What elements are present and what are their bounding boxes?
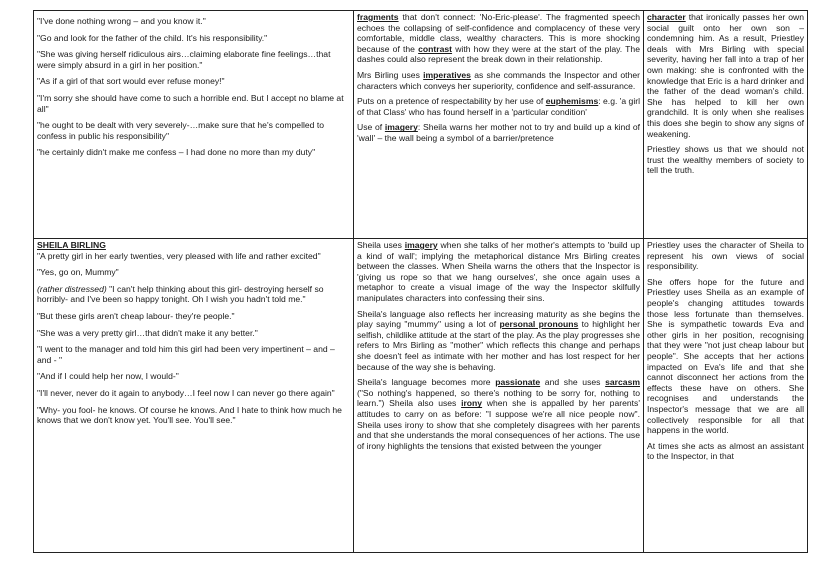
text: that don't connect: 'No-Eric-please'. The fragmented speech echoes the collapsing of self-confidence and complacency of these very comfortable, middle class, wealthy characters. This is more shocking because of the [357, 12, 640, 54]
keyword: imagery [404, 240, 438, 250]
text: Sheila uses [357, 240, 405, 250]
sheila-row [34, 239, 808, 553]
context-paragraph [647, 12, 804, 139]
quote: "Yes, go on, Mummy" [37, 267, 119, 278]
analysis-cell [354, 11, 644, 239]
text: ("So nothing's happened, so there's nothing to be sorry for, nothing to learn.") Sheila also uses [357, 387, 640, 409]
text: when she talks of her mother's attempts to 'build up a kind of wall'; implying the metaphorical distance Mrs Birling creates between the classes. When Sheila warns the others that the Inspector is 'giving us rope so that we hang ourselves', she once again uses a metaphor to create a visual image of the way the Inspector skilfully manipulates characters into confessing their sins. [357, 240, 640, 303]
analysis-paragraph [357, 70, 640, 91]
keyword: imagery [384, 122, 418, 133]
text: Sheila's language becomes more [357, 377, 496, 388]
context-paragraph: Priestley shows us that we should not trust the wealthy members of society to tell the truth. [647, 144, 804, 176]
analysis-paragraph [357, 96, 640, 117]
quote: "I went to the manager and told him this girl had been very impertinent – and – and - " [37, 344, 335, 365]
mrs-birling-row [34, 11, 808, 239]
keyword: sarcasm [605, 377, 640, 388]
quote: "But these girls aren't cheap labour- they're people." [37, 310, 235, 321]
quote: "She was a very pretty girl…that didn't make it any better." [37, 327, 258, 338]
quote: "I've done nothing wrong – and you know it." [37, 16, 206, 26]
context-paragraph: She offers hope for the future and Priestley uses Sheila as an example of people's changing attitudes towards those less fortunate than themselves. She is sympathetic towards Eva and other girls in her position, recognising that they were "not just cheap labour but people". She accepts that her actions impacted on Eva's life and that she cannot disconnect her actions from the effects these have on others. She recognises and understands the Inspector's message that we are all collectively responsible for all that happens in the world. [647, 276, 804, 436]
text: that ironically passes her own social guilt onto her own son – condemning him. As a result, Priestley deals with Mrs Birling with special severity, having her fall into a trap of her own making: she is confronted with the knowledge that Eric is a hard drinker and the father of the dead woman's child. She has helped to kill her own grandchild. It is only when she realises this does she begin to show any signs of weakening. [647, 12, 804, 139]
keyword: euphemisms [545, 96, 599, 107]
quote: "A pretty girl in her early twenties, very pleased with life and rather excited" [37, 250, 321, 261]
keyword: character [647, 12, 686, 22]
text: with how they were at the start of the play. The dashes could also represent the break down in their relationship. [357, 43, 640, 65]
quote: "And if I could help her now, I would-" [37, 371, 179, 382]
analysis-cell [354, 239, 644, 553]
keyword: irony [461, 398, 483, 409]
text: Use of [357, 122, 385, 133]
analysis-paragraph [357, 240, 640, 304]
notes-table [33, 10, 808, 553]
quote: "I'm sorry she should have come to such a horrible end. But I accept no blame at all" [37, 92, 344, 114]
quote: "She was giving herself ridiculous airs…claiming elaborate fine feelings…that were simply absurd in a girl in her position." [37, 49, 331, 70]
analysis-paragraph [357, 377, 640, 451]
text: to highlight her selfish, childlike attitude at the start of the play. As the play progresses she refers to Mrs Birling as "mother" which reflects this change and perhaps she doesn't feel as intimate with her mother and has lost respect for her because of the way she is behaving. [357, 319, 641, 372]
quote: "he ought to be dealt with very severely-…make sure that he's compelled to confess in public his responsibility" [37, 120, 325, 141]
keyword: imperatives [423, 69, 471, 80]
quote [37, 284, 350, 305]
context-paragraph: At times she acts as almost an assistant to the Inspector, in that [647, 440, 804, 462]
text: Mrs Birling uses [357, 69, 424, 80]
text: Puts on a pretence of respectability by her use of [357, 96, 546, 107]
text: and she uses [540, 377, 606, 388]
keyword: contrast [418, 43, 453, 54]
section-heading: SHEILA BIRLING [37, 240, 106, 250]
quote: "Go and look for the father of the child. It's his responsibility." [37, 32, 268, 43]
quote: "he certainly didn't make me confess – I had done no more than my duty" [37, 147, 316, 158]
analysis-paragraph [357, 122, 640, 143]
text: Sheila's language also reflects her increasing maturity as she begins the play saying "mummy" using a lot of [357, 308, 640, 330]
text: when she is appalled by her parents' attitudes to carry on as before: "I suppose we're all nice people now". Sheila uses irony to show that she completely disagrees with her parents and that she understands the moral consequences of her actions. The use of irony highlights the tensions that existed between the younger [357, 398, 640, 451]
text: : e.g. 'a girl of that Class' who has found herself in a 'particular condition' [357, 96, 641, 117]
keyword: personal pronouns [499, 319, 579, 330]
context-cell [644, 11, 808, 239]
quotes-cell [34, 239, 354, 553]
analysis-paragraph [357, 12, 640, 65]
text: as she commands the Inspector and other characters which conveys her superiority, confidence and self-assurance. [357, 69, 640, 91]
quote: "I'll never, never do it again to anybody…I feel now I can never go there again" [37, 387, 335, 398]
keyword: fragments [357, 12, 399, 22]
quote: "Why- you fool- he knows. Of course he knows. And I hate to think how much he knows that we don't know yet. You'll see. You'll see." [37, 404, 342, 426]
keyword: passionate [495, 377, 541, 388]
text: "I can't help thinking about this girl- destroying herself so horribly- and I've been so happy tonight. Oh I wish you hadn't told me." [37, 283, 324, 305]
text: : Sheila warns her mother not to try and build up a kind of 'wall' – the wall being a symbol of a barrier/pretence [357, 122, 640, 143]
analysis-paragraph [357, 309, 640, 373]
context-cell [644, 239, 808, 553]
quotes-cell [34, 11, 354, 239]
quote: "As if a girl of that sort would ever refuse money!" [37, 76, 225, 87]
stage-direction: (rather distressed) [37, 283, 107, 294]
context-paragraph: Priestley uses the character of Sheila to represent his own views of social responsibility. [647, 240, 804, 272]
